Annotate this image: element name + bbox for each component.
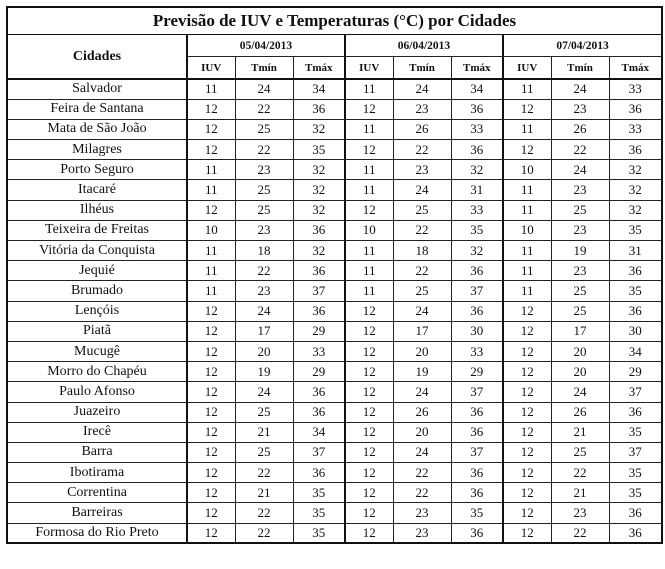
tmin-cell: 23 [235,220,293,240]
iuv-cell: 11 [345,180,393,200]
tmin-cell: 25 [235,200,293,220]
tmin-cell: 19 [235,362,293,382]
iuv-cell: 11 [345,281,393,301]
table-row [7,220,662,240]
tmin-cell: 22 [235,261,293,281]
tmin-cell: 25 [235,442,293,462]
tmax-cell: 36 [293,402,345,422]
table-row [7,382,662,402]
iuv-cell: 12 [503,140,551,160]
table-row [7,341,662,361]
tmax-cell: 36 [609,261,662,281]
iuv-cell: 11 [345,241,393,261]
tmin-cell: 25 [551,200,609,220]
tmin-cell: 23 [393,503,451,523]
table-row [7,523,662,543]
iuv-cell: 10 [503,160,551,180]
forecast-table-container [6,6,661,544]
tmax-cell: 32 [609,160,662,180]
tmin-cell: 20 [393,341,451,361]
tmin-cell: 22 [393,261,451,281]
tmax-cell: 32 [451,241,503,261]
iuv-cell: 11 [503,79,551,99]
table-row [7,261,662,281]
city-cell: Formosa do Rio Preto [7,523,187,543]
sub-header-tmax: Tmáx [451,57,503,80]
table-row [7,483,662,503]
iuv-cell: 12 [345,442,393,462]
tmax-cell: 29 [293,362,345,382]
tmax-cell: 36 [451,99,503,119]
tmin-cell: 22 [393,463,451,483]
tmin-cell: 25 [551,442,609,462]
iuv-cell: 12 [345,503,393,523]
table-title: Previsão de IUV e Temperaturas (°C) por Cidades [7,7,662,35]
iuv-cell: 11 [345,261,393,281]
iuv-cell: 11 [187,281,235,301]
iuv-cell: 12 [503,442,551,462]
city-cell: Milagres [7,140,187,160]
table-row [7,119,662,139]
tmax-cell: 36 [451,463,503,483]
tmin-cell: 18 [393,241,451,261]
tmin-cell: 23 [551,503,609,523]
tmin-cell: 23 [551,261,609,281]
city-cell: Ilhéus [7,200,187,220]
table-row [7,362,662,382]
iuv-cell: 12 [187,362,235,382]
table-body [7,79,662,543]
tmax-cell: 36 [609,99,662,119]
tmax-cell: 36 [609,301,662,321]
tmin-cell: 23 [393,523,451,543]
tmax-cell: 29 [293,321,345,341]
tmin-cell: 25 [551,301,609,321]
iuv-cell: 11 [345,160,393,180]
table-row [7,99,662,119]
city-cell: Paulo Afonso [7,382,187,402]
city-cell: Barreiras [7,503,187,523]
tmin-cell: 26 [393,119,451,139]
city-cell: Porto Seguro [7,160,187,180]
table-row [7,79,662,99]
tmin-cell: 24 [551,160,609,180]
iuv-cell: 12 [187,200,235,220]
table-row [7,463,662,483]
sub-header-tmin: Tmín [393,57,451,80]
tmax-cell: 29 [451,362,503,382]
sub-header-iuv: IUV [503,57,551,80]
tmin-cell: 23 [235,160,293,180]
sub-header-tmax: Tmáx [293,57,345,80]
tmax-cell: 36 [451,301,503,321]
iuv-cell: 12 [345,523,393,543]
tmax-cell: 37 [451,442,503,462]
iuv-cell: 12 [187,140,235,160]
tmax-cell: 36 [451,483,503,503]
tmax-cell: 33 [451,119,503,139]
tmax-cell: 36 [451,140,503,160]
city-cell: Vitória da Conquista [7,241,187,261]
tmin-cell: 21 [551,483,609,503]
tmin-cell: 22 [235,463,293,483]
iuv-cell: 10 [345,220,393,240]
tmax-cell: 36 [293,261,345,281]
iuv-cell: 12 [187,119,235,139]
iuv-cell: 12 [345,402,393,422]
sub-header-iuv: IUV [187,57,235,80]
tmin-cell: 22 [551,140,609,160]
tmax-cell: 36 [293,463,345,483]
iuv-cell: 11 [187,261,235,281]
tmin-cell: 22 [235,99,293,119]
tmax-cell: 36 [609,140,662,160]
tmin-cell: 26 [551,402,609,422]
tmax-cell: 34 [609,341,662,361]
city-cell: Mucugê [7,341,187,361]
iuv-cell: 12 [345,99,393,119]
tmax-cell: 33 [609,79,662,99]
city-cell: Morro do Chapéu [7,362,187,382]
tmin-cell: 24 [235,79,293,99]
tmin-cell: 22 [551,463,609,483]
tmin-cell: 26 [393,402,451,422]
tmin-cell: 20 [551,362,609,382]
tmin-cell: 25 [393,200,451,220]
tmin-cell: 24 [235,382,293,402]
tmax-cell: 35 [609,281,662,301]
tmax-cell: 32 [609,200,662,220]
sub-header-tmin: Tmín [551,57,609,80]
iuv-cell: 12 [345,200,393,220]
table-row [7,241,662,261]
tmax-cell: 37 [293,442,345,462]
tmax-cell: 33 [609,119,662,139]
city-cell: Correntina [7,483,187,503]
tmax-cell: 32 [451,160,503,180]
tmax-cell: 35 [609,220,662,240]
iuv-cell: 12 [503,382,551,402]
iuv-cell: 12 [503,422,551,442]
iuv-cell: 12 [345,301,393,321]
tmax-cell: 35 [451,503,503,523]
tmax-cell: 31 [609,241,662,261]
iuv-cell: 12 [187,483,235,503]
tmin-cell: 25 [235,180,293,200]
iuv-cell: 12 [503,402,551,422]
iuv-cell: 11 [345,79,393,99]
tmin-cell: 24 [235,301,293,321]
tmin-cell: 17 [235,321,293,341]
iuv-cell: 12 [503,341,551,361]
date-header-2: 06/04/2013 [345,35,503,57]
date-header-1: 05/04/2013 [187,35,345,57]
table-row [7,301,662,321]
tmax-cell: 36 [293,99,345,119]
iuv-cell: 11 [503,119,551,139]
iuv-cell: 12 [187,321,235,341]
tmin-cell: 22 [235,140,293,160]
tmin-cell: 22 [551,523,609,543]
iuv-cell: 12 [503,463,551,483]
table-row [7,180,662,200]
tmax-cell: 36 [293,301,345,321]
iuv-cell: 12 [503,503,551,523]
table-row [7,281,662,301]
tmax-cell: 31 [451,180,503,200]
iuv-cell: 12 [187,463,235,483]
iuv-cell: 12 [503,321,551,341]
tmax-cell: 30 [451,321,503,341]
city-cell: Jequié [7,261,187,281]
iuv-cell: 12 [345,382,393,402]
forecast-table [6,6,663,544]
tmin-cell: 22 [393,220,451,240]
tmin-cell: 24 [393,382,451,402]
tmin-cell: 19 [551,241,609,261]
iuv-cell: 12 [503,523,551,543]
tmax-cell: 35 [293,140,345,160]
tmax-cell: 30 [609,321,662,341]
iuv-cell: 12 [345,463,393,483]
tmin-cell: 20 [551,341,609,361]
tmin-cell: 24 [551,382,609,402]
table-row [7,442,662,462]
iuv-cell: 11 [187,79,235,99]
sub-header-tmax: Tmáx [609,57,662,80]
iuv-cell: 12 [187,341,235,361]
tmax-cell: 37 [609,382,662,402]
tmax-cell: 32 [293,241,345,261]
table-row [7,200,662,220]
city-cell: Irecê [7,422,187,442]
iuv-cell: 11 [503,180,551,200]
tmax-cell: 32 [609,180,662,200]
iuv-cell: 12 [187,422,235,442]
city-cell: Salvador [7,79,187,99]
tmax-cell: 35 [609,483,662,503]
tmin-cell: 22 [393,140,451,160]
tmin-cell: 20 [235,341,293,361]
tmin-cell: 25 [235,402,293,422]
tmin-cell: 23 [393,160,451,180]
iuv-cell: 12 [345,362,393,382]
city-cell: Piatã [7,321,187,341]
tmin-cell: 23 [551,180,609,200]
tmax-cell: 36 [609,503,662,523]
tmin-cell: 19 [393,362,451,382]
iuv-cell: 11 [187,180,235,200]
tmax-cell: 32 [293,160,345,180]
iuv-cell: 10 [503,220,551,240]
tmin-cell: 24 [393,79,451,99]
tmax-cell: 35 [293,483,345,503]
tmin-cell: 25 [235,119,293,139]
city-cell: Juazeiro [7,402,187,422]
iuv-cell: 11 [503,241,551,261]
tmax-cell: 37 [609,442,662,462]
iuv-cell: 12 [187,523,235,543]
tmax-cell: 37 [293,281,345,301]
tmax-cell: 35 [293,523,345,543]
tmax-cell: 29 [609,362,662,382]
iuv-cell: 12 [187,442,235,462]
city-cell: Itacaré [7,180,187,200]
tmax-cell: 33 [451,341,503,361]
table-row [7,160,662,180]
table-row [7,140,662,160]
tmax-cell: 32 [293,180,345,200]
iuv-cell: 12 [345,321,393,341]
tmax-cell: 35 [609,422,662,442]
table-row [7,422,662,442]
tmax-cell: 34 [293,422,345,442]
table-row [7,503,662,523]
iuv-cell: 11 [345,119,393,139]
tmax-cell: 35 [451,220,503,240]
tmax-cell: 36 [451,402,503,422]
tmax-cell: 35 [293,503,345,523]
tmin-cell: 22 [235,523,293,543]
tmax-cell: 37 [451,281,503,301]
tmin-cell: 23 [235,281,293,301]
tmax-cell: 35 [609,463,662,483]
tmin-cell: 22 [393,483,451,503]
cities-header: Cidades [7,35,187,80]
tmin-cell: 26 [551,119,609,139]
iuv-cell: 12 [345,422,393,442]
tmin-cell: 21 [551,422,609,442]
tmax-cell: 33 [451,200,503,220]
tmax-cell: 36 [451,261,503,281]
tmax-cell: 34 [293,79,345,99]
city-cell: Mata de São João [7,119,187,139]
iuv-cell: 12 [503,301,551,321]
tmax-cell: 32 [293,119,345,139]
tmax-cell: 36 [451,422,503,442]
city-cell: Barra [7,442,187,462]
iuv-cell: 12 [187,503,235,523]
tmax-cell: 36 [451,523,503,543]
tmin-cell: 22 [235,503,293,523]
tmin-cell: 18 [235,241,293,261]
iuv-cell: 12 [503,483,551,503]
iuv-cell: 12 [187,99,235,119]
iuv-cell: 11 [187,241,235,261]
tmin-cell: 20 [393,422,451,442]
iuv-cell: 11 [187,160,235,180]
iuv-cell: 12 [503,99,551,119]
iuv-cell: 11 [503,200,551,220]
tmin-cell: 23 [393,99,451,119]
tmax-cell: 37 [451,382,503,402]
table-row [7,321,662,341]
iuv-cell: 11 [503,281,551,301]
tmin-cell: 24 [393,301,451,321]
tmin-cell: 25 [393,281,451,301]
city-cell: Teixeira de Freitas [7,220,187,240]
tmin-cell: 21 [235,483,293,503]
date-header-3: 07/04/2013 [503,35,662,57]
city-cell: Lençóis [7,301,187,321]
tmin-cell: 21 [235,422,293,442]
tmax-cell: 33 [293,341,345,361]
tmin-cell: 25 [551,281,609,301]
iuv-cell: 12 [187,402,235,422]
sub-header-iuv: IUV [345,57,393,80]
tmax-cell: 34 [451,79,503,99]
tmax-cell: 36 [293,220,345,240]
iuv-cell: 12 [187,301,235,321]
table-row [7,402,662,422]
tmin-cell: 17 [551,321,609,341]
tmin-cell: 24 [393,180,451,200]
tmin-cell: 17 [393,321,451,341]
iuv-cell: 12 [345,483,393,503]
iuv-cell: 10 [187,220,235,240]
tmax-cell: 32 [293,200,345,220]
tmax-cell: 36 [609,402,662,422]
city-cell: Brumado [7,281,187,301]
city-cell: Ibotirama [7,463,187,483]
iuv-cell: 12 [345,341,393,361]
tmax-cell: 36 [609,523,662,543]
iuv-cell: 12 [345,140,393,160]
iuv-cell: 12 [187,382,235,402]
sub-header-tmin: Tmín [235,57,293,80]
iuv-cell: 12 [503,362,551,382]
tmin-cell: 24 [551,79,609,99]
tmax-cell: 36 [293,382,345,402]
tmin-cell: 23 [551,99,609,119]
iuv-cell: 11 [503,261,551,281]
tmin-cell: 24 [393,442,451,462]
tmin-cell: 23 [551,220,609,240]
city-cell: Feira de Santana [7,99,187,119]
